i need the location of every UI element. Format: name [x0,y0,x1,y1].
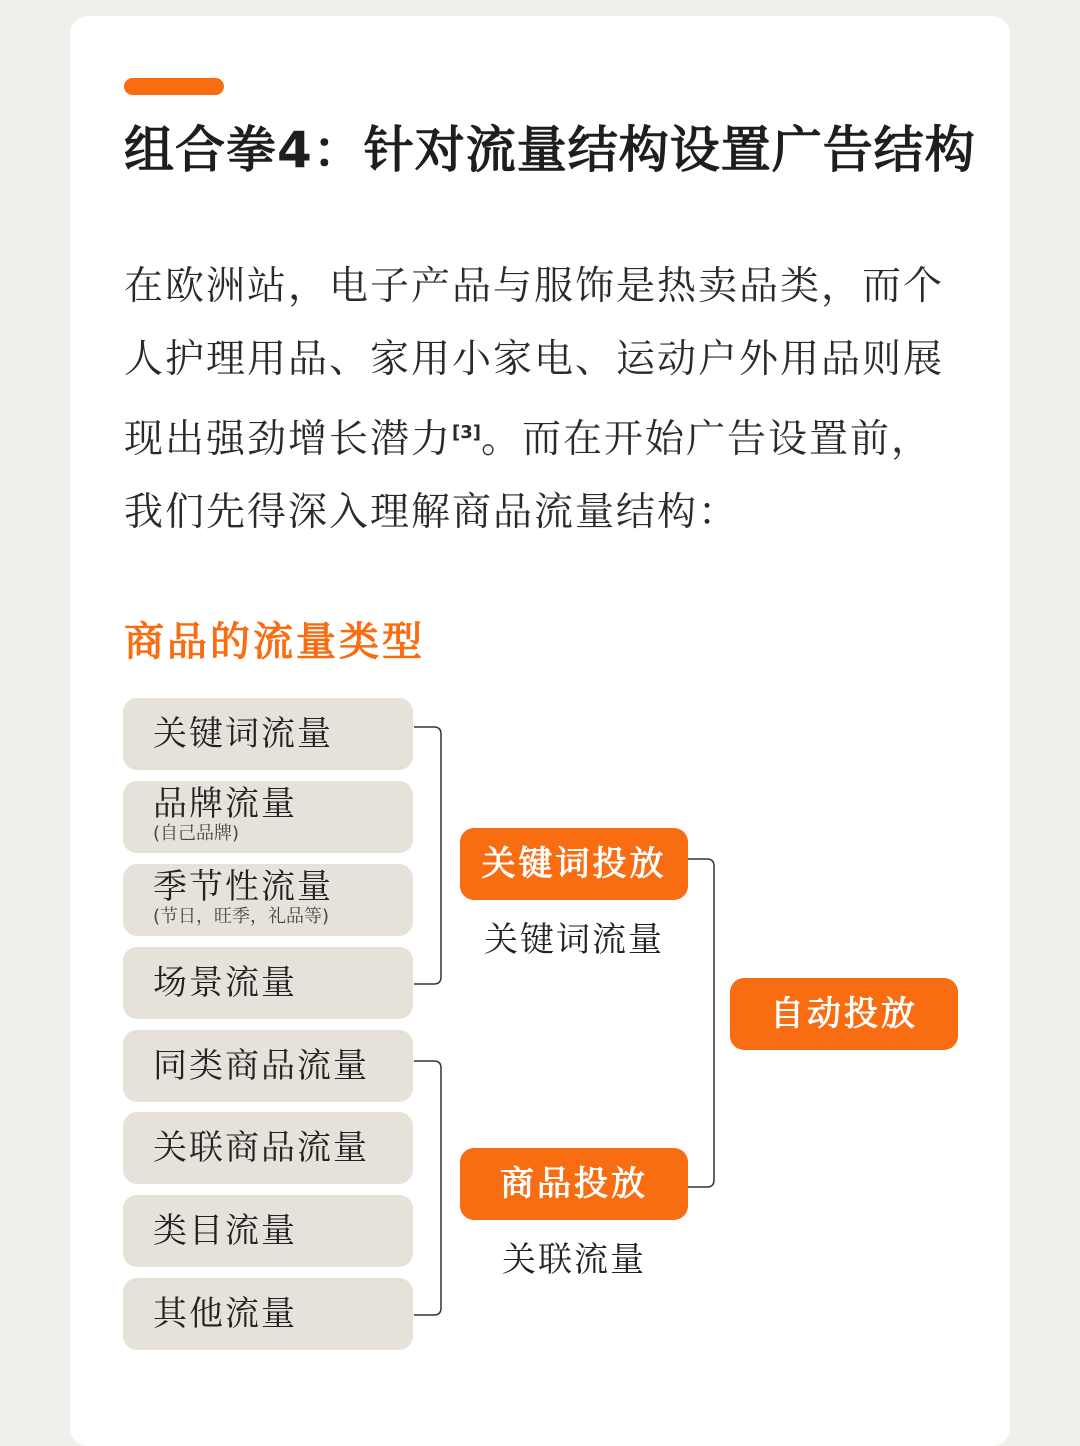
traffic-type-label: 关联商品流量 [153,1128,369,1168]
bracket-ads-group [688,859,714,1187]
section-subtitle: 商品的流量类型 [124,619,425,665]
traffic-type-label: 季节性流量 [153,867,333,907]
intro-text-continued: 。而在开始广告设置前，我们先得深入理解商品流量结构： [124,417,933,535]
intro-text: 在欧洲站，电子产品与服饰是热卖品类，而个人护理用品、家用小家电、运动户外用品则展现出强劲增长潜力 [124,264,945,462]
bracket-keyword-group [414,727,441,984]
traffic-type-label: 类目流量 [153,1211,297,1251]
product-ads-box: 商品投放 [460,1148,688,1220]
bracket-product-group [414,1061,441,1315]
reference-marker[interactable]: [3] [452,422,481,443]
auto-ads-box: 自动投放 [730,978,958,1050]
traffic-type-note: (自己品牌) [153,823,240,844]
page-title: 组合拳4：针对流量结构设置广告结构 [124,121,976,179]
keyword-ads-caption: 关键词流量 [484,920,664,960]
traffic-type-note: (节日，旺季，礼品等) [153,906,330,927]
keyword-ads-box: 关键词投放 [460,828,688,900]
traffic-type-label: 同类商品流量 [153,1046,369,1086]
traffic-type-label: 关键词流量 [153,714,333,754]
traffic-type-label: 场景流量 [153,963,297,1003]
product-ads-caption: 关联流量 [502,1240,646,1280]
traffic-type-label: 其他流量 [153,1294,297,1334]
traffic-type-label: 品牌流量 [153,784,297,824]
